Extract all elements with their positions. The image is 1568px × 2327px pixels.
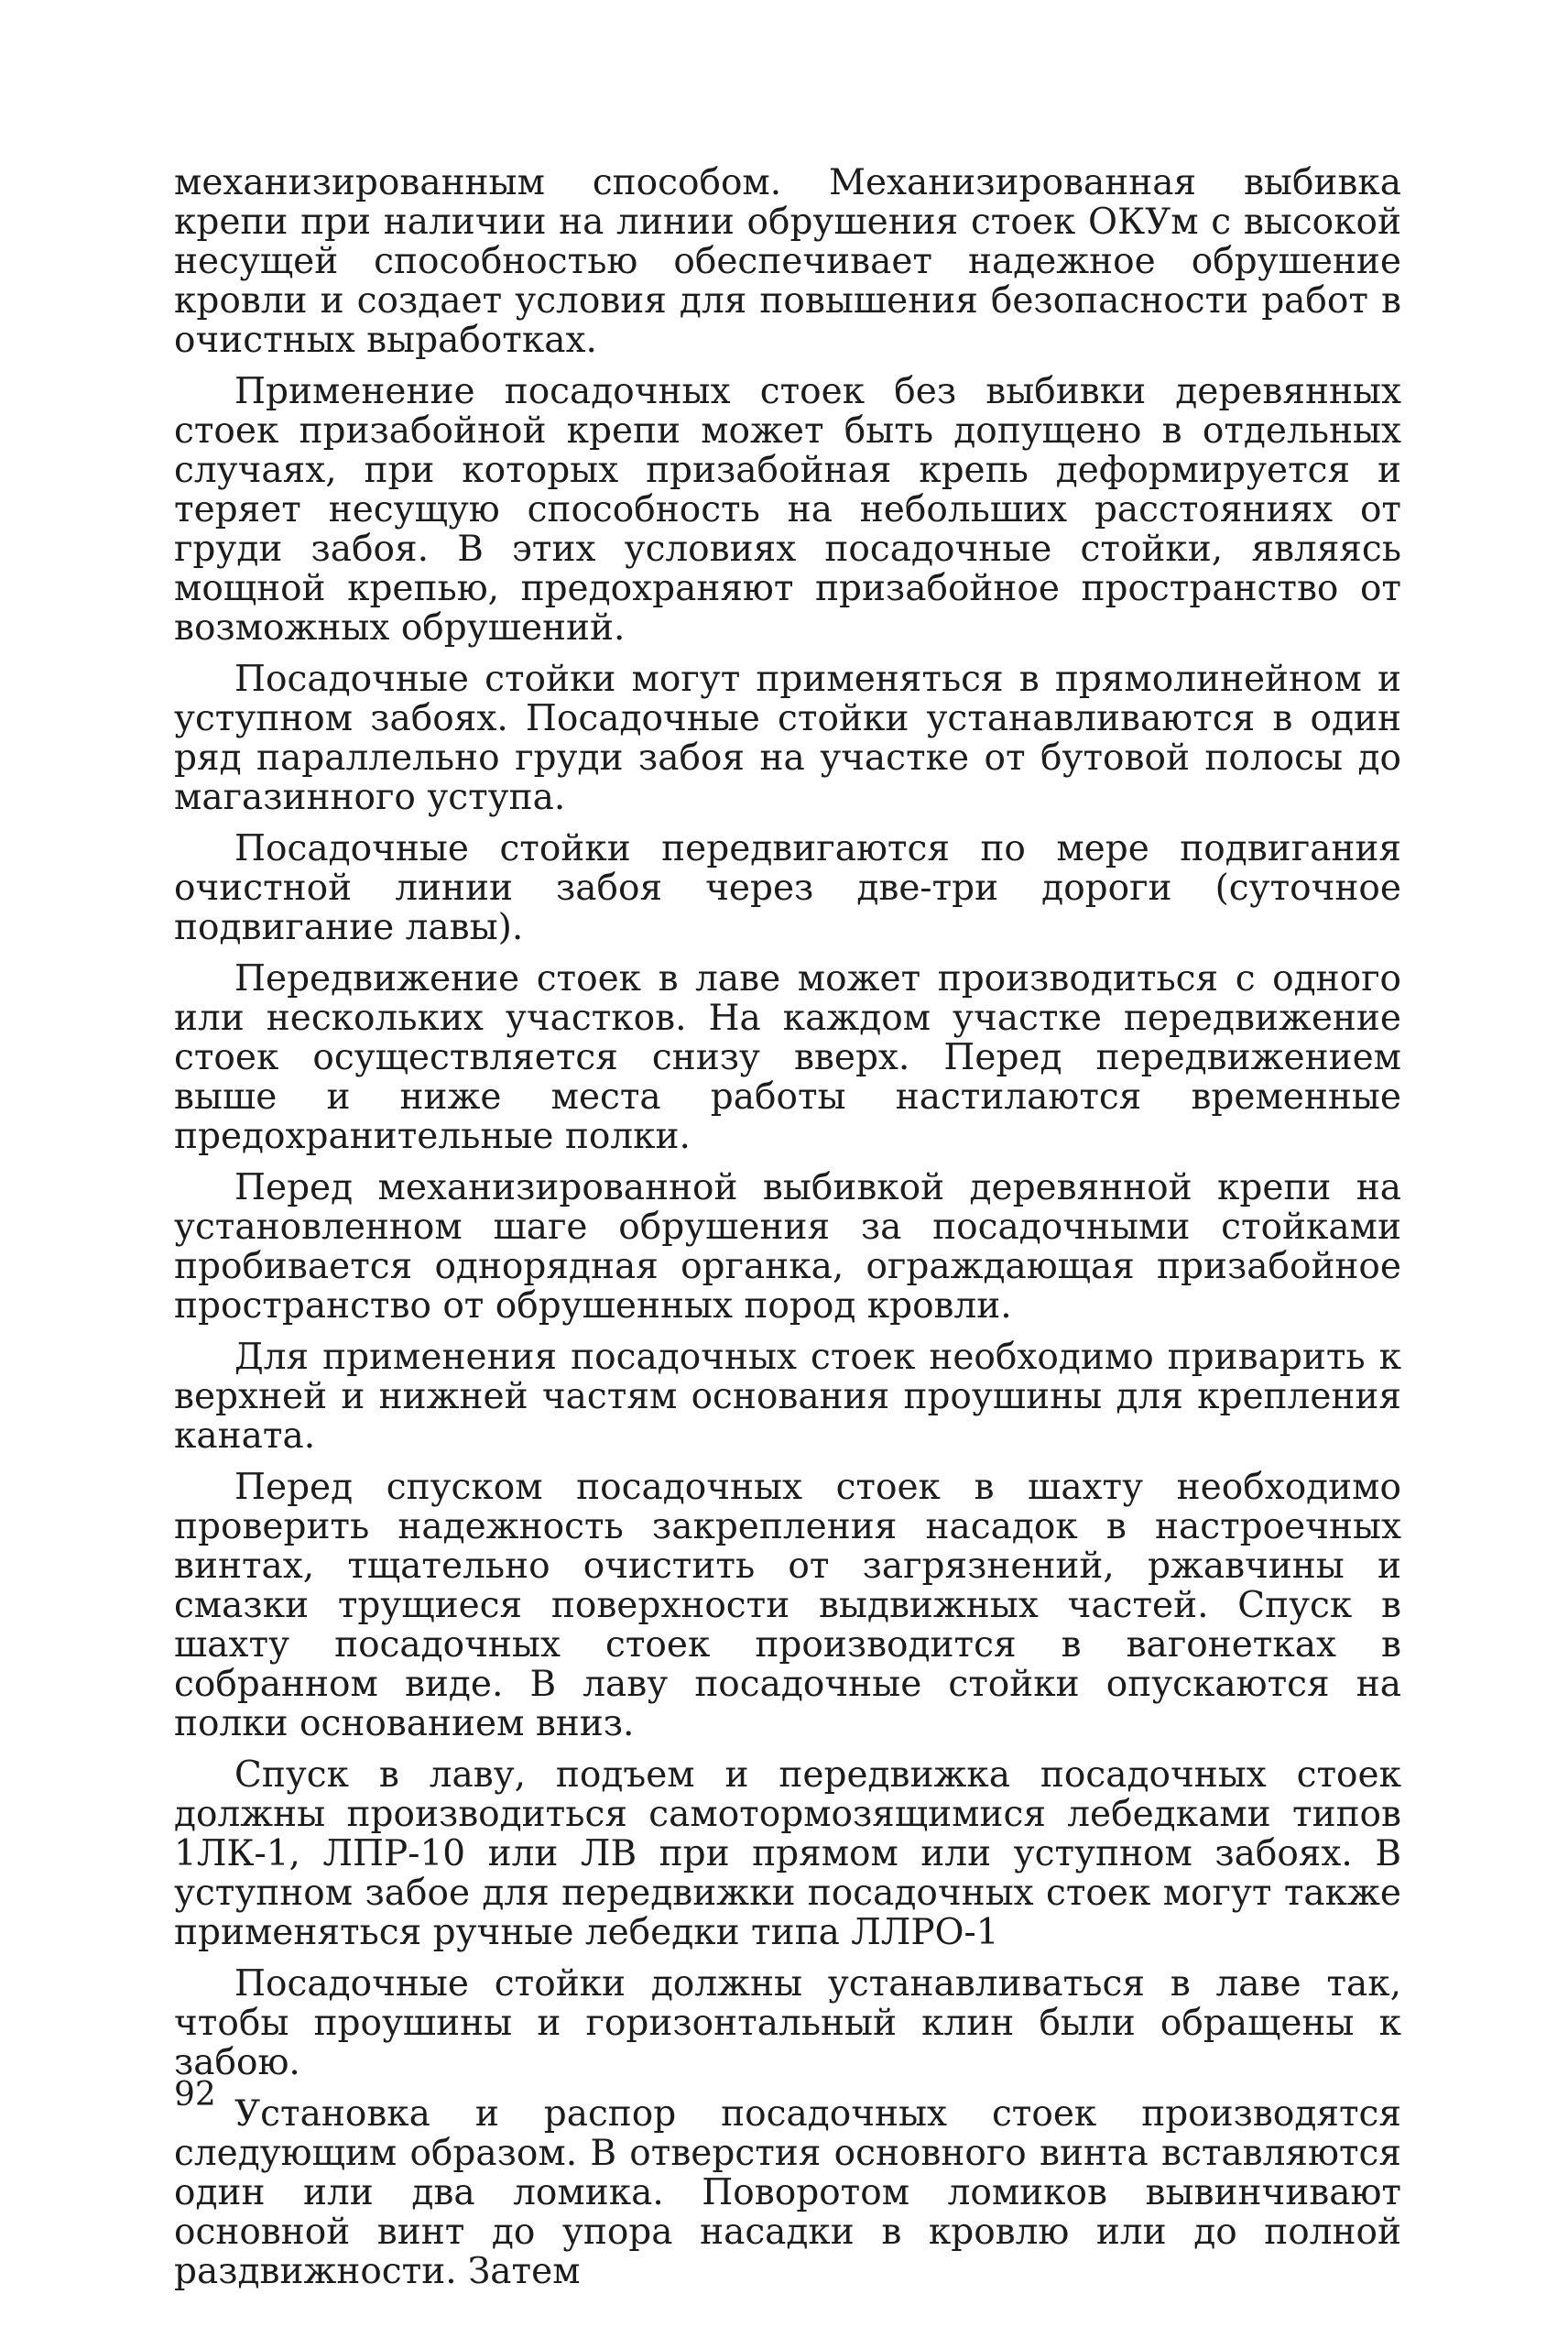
paragraph-9: Спуск в лаву, подъем и передвижка посадочных стоек должны производиться самотормозящимися лебедками типов 1ЛК-1, ЛПР-10 или ЛВ при прямом или уступном забоях. В уступном забое для передвижки посадочных стоек могут также применяться ручные лебедки типа ЛЛРО-1 — [174, 1754, 1401, 1953]
paragraph-10: Посадочные стойки должны устанавливаться в лаве так, чтобы проушины и горизонтальный клин были обращены к забою. — [174, 1963, 1401, 2083]
paragraph-2: Применение посадочных стоек без выбивки деревянных стоек призабойной крепи может быть допущено в отдельных случаях, при которых призабойная крепь деформируется и теряет несущую способность на небольших расстояниях от груди забоя. В этих условиях посадочные стойки, являясь мощной крепью, предохраняют призабойное пространство от возможных обрушений. — [174, 371, 1401, 649]
paragraph-3: Посадочные стойки могут применяться в прямолинейном и уступном забоях. Посадочные стойки устанавливаются в один ряд параллельно груди забоя на участке от бутовой полосы до магазинного уступа. — [174, 659, 1401, 818]
body-text — [174, 163, 1401, 2303]
paragraph-8: Перед спуском посадочных стоек в шахту необходимо проверить надежность закрепления насадок в настроечных винтах, тщательно очистить от загрязнений, ржавчины и смазки трущиеся поверхности выдвижных частей. Спуск в шахту посадочных стоек производится в вагонетках в собранном виде. В лаву посадочные стойки опускаются на полки основанием вниз. — [174, 1467, 1401, 1744]
paragraph-7: Для применения посадочных стоек необходимо приварить к верхней и нижней частям основания проушины для крепления каната. — [174, 1337, 1401, 1457]
paragraph-4: Посадочные стойки передвигаются по мере подвигания очистной линии забоя через две-три дороги (суточное подвигание лавы). — [174, 828, 1401, 948]
paragraph-1: механизированным способом. Механизированная выбивка крепи при наличии на линии обрушения стоек ОКУм с высокой несущей способностью обеспечивает надежное обрушение кровли и создает условия для повышения безопасности работ в очистных выработках. — [174, 162, 1401, 361]
paragraph-11: Установка и распор посадочных стоек производятся следующим образом. В отверстия основного винта вставляются один или два ломика. Поворотом ломиков вывинчивают основной винт до упора насадки в кровлю или до полной раздвижности. Затем — [174, 2093, 1401, 2292]
paragraph-6: Перед механизированной выбивкой деревянной крепи на установленном шаге обрушения за посадочными стойками пробивается однорядная органка, ограждающая призабойное пространство от обрушенных пород кровли. — [174, 1167, 1401, 1327]
page-number: 92 — [174, 2076, 216, 2114]
paragraph-5: Передвижение стоек в лаве может производиться с одного или нескольких участков. На каждом участке передвижение стоек осуществляется снизу вверх. Перед передвижением выше и ниже места работы настилаются временные предохранительные полки. — [174, 958, 1401, 1157]
